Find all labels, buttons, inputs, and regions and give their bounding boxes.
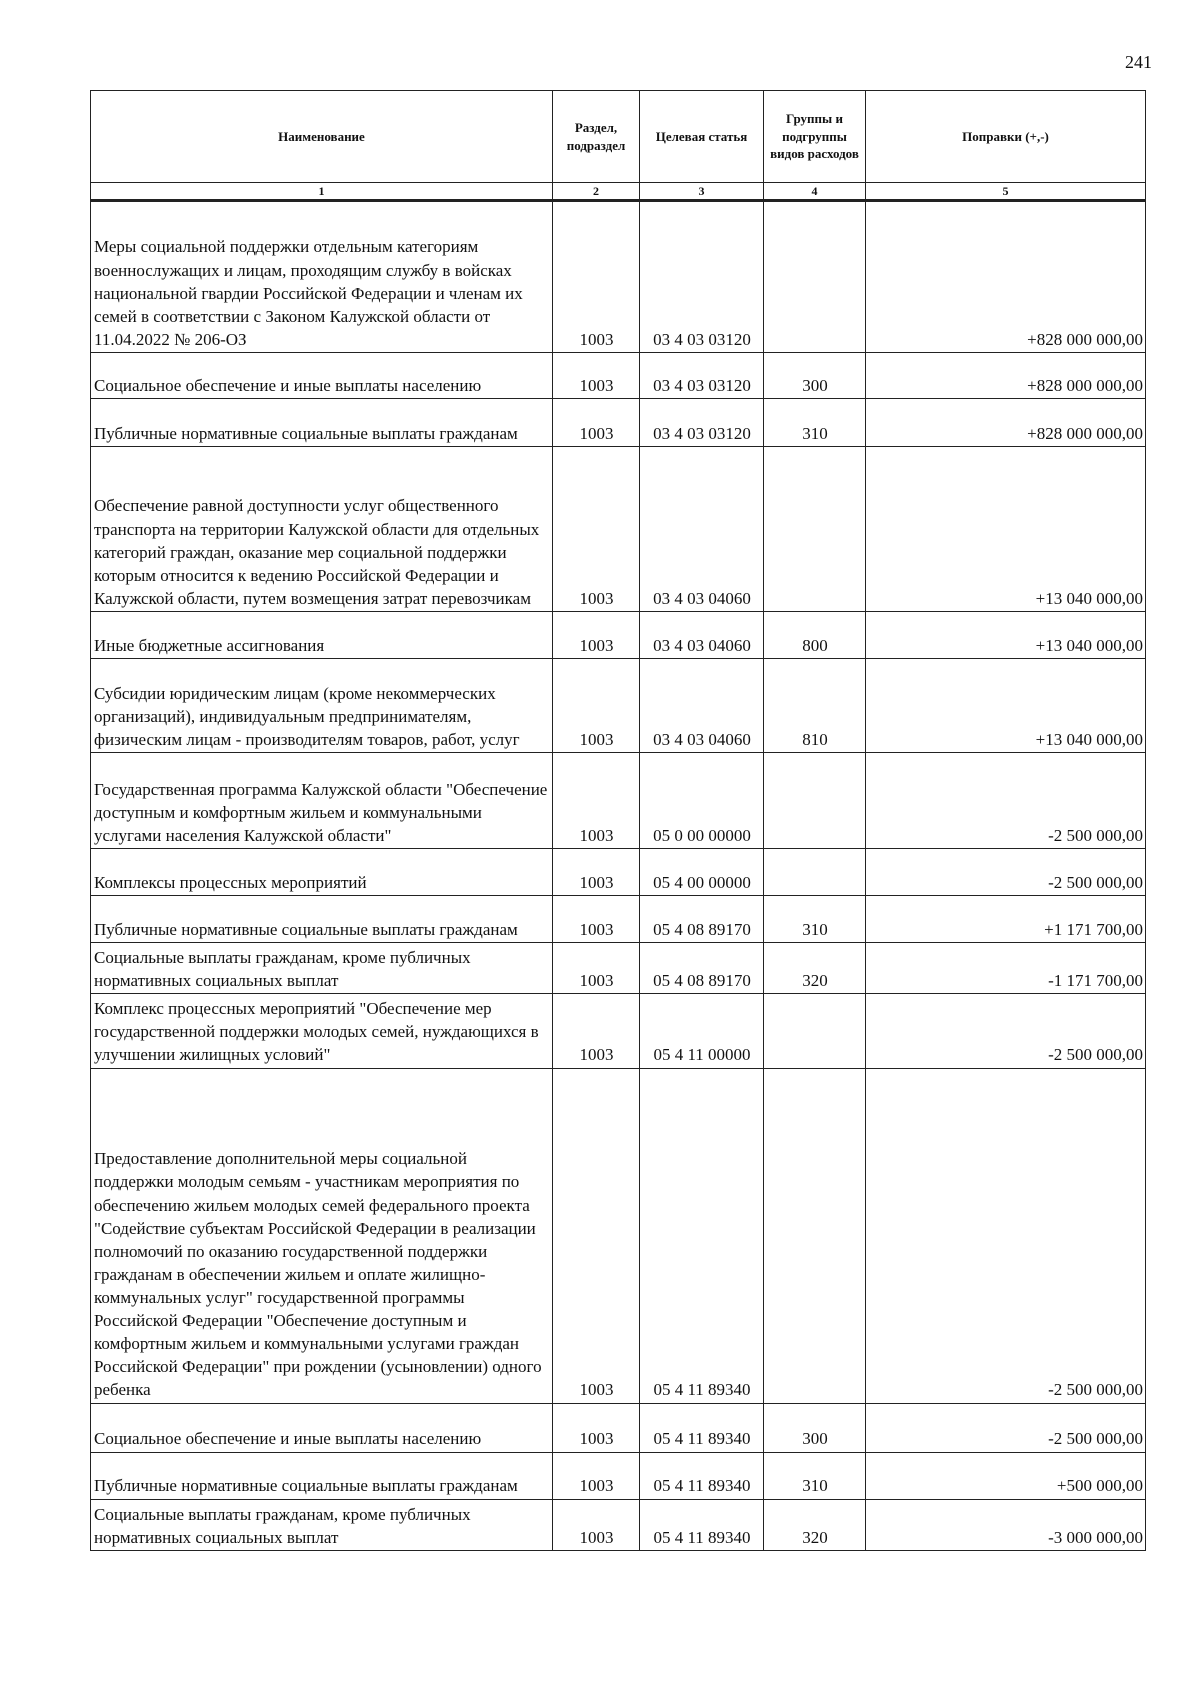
header-group: Группы и подгруппы видов расходов (764, 91, 866, 183)
row-target: 03 4 03 03120 (640, 201, 764, 353)
row-amount: +500 000,00 (866, 1452, 1146, 1499)
page-number: 241 (1125, 52, 1152, 72)
row-amount: +13 040 000,00 (866, 659, 1146, 753)
row-name: Иные бюджетные ассигнования (91, 612, 553, 659)
header-name: Наименование (91, 91, 553, 183)
row-amount: -2 500 000,00 (866, 994, 1146, 1068)
table-row (91, 447, 1146, 612)
row-name: Социальные выплаты гражданам, кроме публичных нормативных социальных выплат (91, 943, 553, 994)
table-row (91, 896, 1146, 943)
row-amount: -2 500 000,00 (866, 753, 1146, 849)
table-row (91, 1068, 1146, 1403)
row-name: Публичные нормативные социальные выплаты гражданам (91, 1452, 553, 1499)
table-row (91, 943, 1146, 994)
row-target: 05 4 11 89340 (640, 1452, 764, 1499)
row-group: 320 (764, 943, 866, 994)
header-row (91, 91, 1146, 183)
row-name: Предоставление дополнительной меры социальной поддержки молодым семьям - участникам мероприятия по обеспечению жильем молодых семей федерального проекта "Содействие субъектам Российской Федерации в реализации полномочий по оказанию государственной поддержки гражданам в обеспечении жильем и оплате жилищно-коммунальных услуг" государственной программы Российской Федерации "Обеспечение доступным и комфортным жильем и коммунальными услугами граждан Российской Федерации" при рождении (усыновлении) одного ребенка (91, 1068, 553, 1403)
row-name: Субсидии юридическим лицам (кроме некоммерческих организаций), индивидуальным предпринимателям, физическим лицам - производителям товаров, работ, услуг (91, 659, 553, 753)
row-name: Публичные нормативные социальные выплаты гражданам (91, 399, 553, 447)
table-row (91, 201, 1146, 353)
row-section: 1003 (553, 612, 640, 659)
row-amount: +1 171 700,00 (866, 896, 1146, 943)
row-section: 1003 (553, 447, 640, 612)
row-target: 05 4 11 00000 (640, 994, 764, 1068)
row-amount: +13 040 000,00 (866, 447, 1146, 612)
budget-amendments-table (90, 90, 1146, 1551)
row-target: 05 4 11 89340 (640, 1499, 764, 1550)
table-row (91, 1403, 1146, 1452)
row-section: 1003 (553, 399, 640, 447)
row-section: 1003 (553, 943, 640, 994)
row-name: Социальное обеспечение и иные выплаты населению (91, 1403, 553, 1452)
row-section: 1003 (553, 849, 640, 896)
row-group (764, 849, 866, 896)
table-row (91, 849, 1146, 896)
row-group: 310 (764, 399, 866, 447)
row-section: 1003 (553, 1499, 640, 1550)
column-number: 4 (764, 183, 866, 201)
table-row (91, 612, 1146, 659)
row-group: 320 (764, 1499, 866, 1550)
row-amount: -2 500 000,00 (866, 1068, 1146, 1403)
row-target: 05 4 11 89340 (640, 1068, 764, 1403)
row-group (764, 447, 866, 612)
row-amount: +828 000 000,00 (866, 201, 1146, 353)
row-group (764, 201, 866, 353)
row-target: 03 4 03 04060 (640, 447, 764, 612)
header-section: Раздел, подраздел (553, 91, 640, 183)
row-group (764, 753, 866, 849)
row-group: 310 (764, 896, 866, 943)
row-target: 05 4 08 89170 (640, 943, 764, 994)
column-number: 5 (866, 183, 1146, 201)
row-target: 05 4 00 00000 (640, 849, 764, 896)
column-number: 3 (640, 183, 764, 201)
row-section: 1003 (553, 659, 640, 753)
column-number: 1 (91, 183, 553, 201)
row-target: 03 4 03 04060 (640, 612, 764, 659)
row-amount: +13 040 000,00 (866, 612, 1146, 659)
row-name: Социальные выплаты гражданам, кроме публичных нормативных социальных выплат (91, 1499, 553, 1550)
row-target: 05 4 08 89170 (640, 896, 764, 943)
row-name: Комплекс процессных мероприятий "Обеспечение мер государственной поддержки молодых семей, нуждающихся в улучшении жилищных условий" (91, 994, 553, 1068)
row-target: 05 4 11 89340 (640, 1403, 764, 1452)
row-amount: +828 000 000,00 (866, 399, 1146, 447)
row-name: Обеспечение равной доступности услуг общественного транспорта на территории Калужской области для отдельных категорий граждан, оказание мер социальной поддержки которым относится к ведению Российской Федерации и Калужской области, путем возмещения затрат перевозчикам (91, 447, 553, 612)
row-target: 03 4 03 03120 (640, 353, 764, 399)
header-target: Целевая статья (640, 91, 764, 183)
table-row (91, 1452, 1146, 1499)
row-group: 310 (764, 1452, 866, 1499)
row-amount: -3 000 000,00 (866, 1499, 1146, 1550)
table-row (91, 353, 1146, 399)
table-row (91, 753, 1146, 849)
row-group (764, 1068, 866, 1403)
row-group: 810 (764, 659, 866, 753)
row-name: Социальное обеспечение и иные выплаты населению (91, 353, 553, 399)
row-target: 05 0 00 00000 (640, 753, 764, 849)
row-group: 800 (764, 612, 866, 659)
row-section: 1003 (553, 1403, 640, 1452)
row-target: 03 4 03 03120 (640, 399, 764, 447)
row-section: 1003 (553, 753, 640, 849)
column-number-row (91, 183, 1146, 201)
row-name: Комплексы процессных мероприятий (91, 849, 553, 896)
row-section: 1003 (553, 896, 640, 943)
table-row (91, 659, 1146, 753)
row-group (764, 994, 866, 1068)
row-section: 1003 (553, 201, 640, 353)
row-group: 300 (764, 1403, 866, 1452)
table-row (91, 1499, 1146, 1550)
row-amount: -2 500 000,00 (866, 1403, 1146, 1452)
row-amount: +828 000 000,00 (866, 353, 1146, 399)
row-amount: -2 500 000,00 (866, 849, 1146, 896)
row-name: Публичные нормативные социальные выплаты гражданам (91, 896, 553, 943)
row-section: 1003 (553, 1452, 640, 1499)
column-number: 2 (553, 183, 640, 201)
row-group: 300 (764, 353, 866, 399)
row-name: Государственная программа Калужской области "Обеспечение доступным и комфортным жильем и коммунальными услугами населения Калужской области" (91, 753, 553, 849)
header-amount: Поправки (+,-) (866, 91, 1146, 183)
row-section: 1003 (553, 353, 640, 399)
table-row (91, 994, 1146, 1068)
row-name: Меры социальной поддержки отдельным категориям военнослужащих и лицам, проходящим службу в войсках национальной гвардии Российской Федерации и членам их семей в соответствии с Законом Калужской области от 11.04.2022 № 206-ОЗ (91, 201, 553, 353)
row-target: 03 4 03 04060 (640, 659, 764, 753)
table-row (91, 399, 1146, 447)
row-section: 1003 (553, 994, 640, 1068)
row-section: 1003 (553, 1068, 640, 1403)
row-amount: -1 171 700,00 (866, 943, 1146, 994)
